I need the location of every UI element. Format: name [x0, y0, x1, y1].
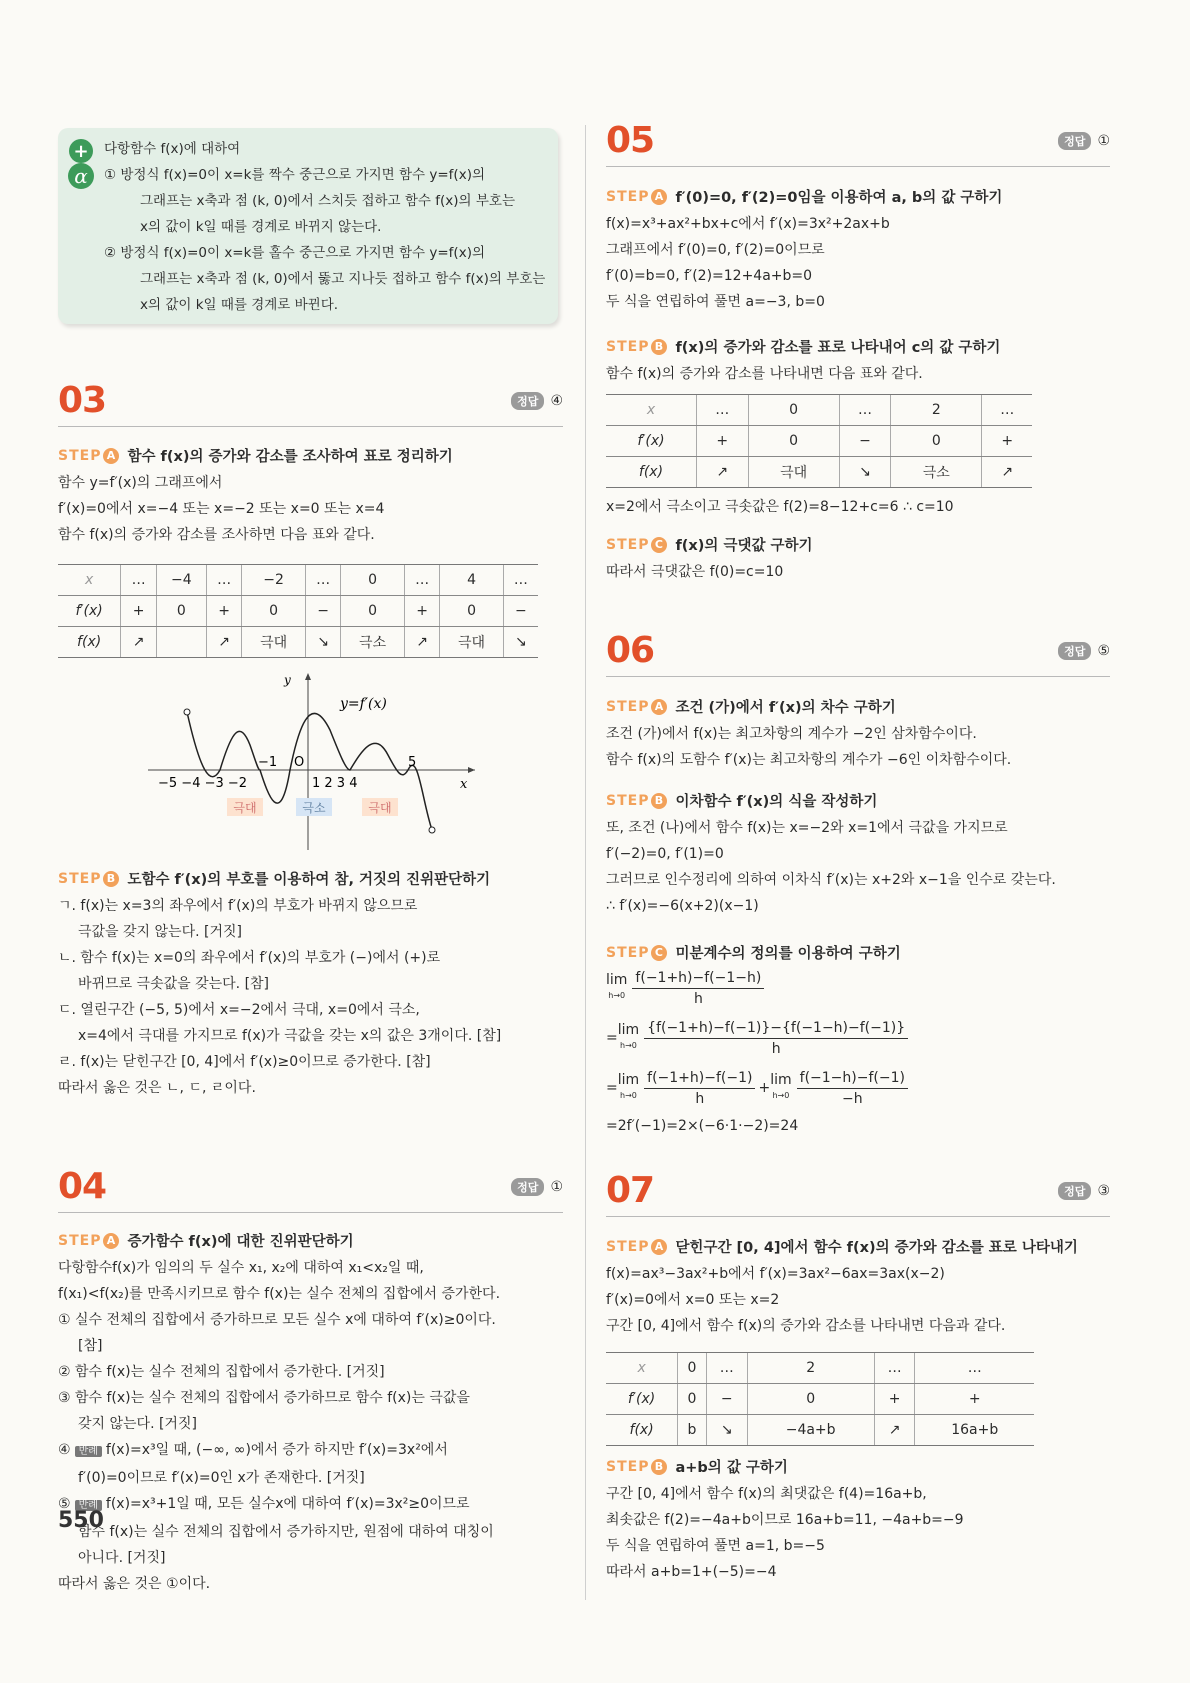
text-line: ② 함수 f(x)는 실수 전체의 집합에서 증가한다. [거짓] — [58, 1364, 385, 1380]
text-line: 두 식을 연립하여 풀면 a=1, b=−5 — [606, 1538, 825, 1554]
text-line: ① 실수 전체의 집합에서 증가하므로 모든 실수 x에 대하여 f′(x)≥0이다. — [58, 1312, 496, 1328]
tip-line: 다항함수 f(x)에 대하여 — [104, 141, 241, 157]
text-line: 함수 f(x)의 증가와 감소를 조사하면 다음 표와 같다. — [58, 527, 375, 543]
table-row: f(x) ↗ 극대 ↘ 극소 ↗ — [606, 457, 1032, 488]
p04-step-a — [58, 1230, 563, 1597]
text-line: 함수 f(x)의 도함수 f′(x)는 최고차항의 계수가 −6인 이차함수이다. — [606, 752, 1012, 768]
p06-step-a — [606, 696, 1110, 773]
step-tag: STEP C — [606, 945, 667, 961]
text-line: ⑤ 반례 f(x)=x³+1일 때, 모든 실수x에 대하여 f′(x)=3x²≥0이므로 — [58, 1496, 470, 1512]
answer — [1058, 642, 1110, 660]
text-line: f′(x)=0에서 x=0 또는 x=2 — [606, 1292, 780, 1308]
text-line: 따라서 옳은 것은 ㄴ, ㄷ, ㄹ이다. — [58, 1080, 256, 1096]
text-line: 구간 [0, 4]에서 함수 f(x)의 최댓값은 f(4)=16a+b, — [606, 1486, 927, 1502]
text-line: 바뀌므로 극솟값을 갖는다. [참] — [78, 976, 270, 992]
table-row: f′(x) 0 − 0 + + — [606, 1384, 1034, 1415]
tick-label-five: 5 — [408, 755, 417, 770]
problem-06-header — [606, 632, 1110, 677]
step-tag: STEP B — [606, 793, 667, 809]
problem-05-header — [606, 122, 1110, 167]
tip-line: x의 값이 k일 때를 경계로 바뀐다. — [140, 297, 339, 313]
p07-sign-table — [606, 1352, 1034, 1446]
table-row: f′(x) + 0 + 0 − 0 + 0 − — [58, 596, 538, 627]
answer — [511, 392, 563, 410]
text-line: 따라서 a+b=1+(−5)=−4 — [606, 1564, 777, 1580]
step-tag: STEP B — [606, 1459, 667, 1475]
marker-max2: 극대 — [368, 801, 392, 815]
text-line: 두 식을 연립하여 풀면 a=−3, b=0 — [606, 294, 825, 310]
text-line: 갖지 않는다. [거짓] — [78, 1416, 197, 1432]
answer-value: ④ — [550, 393, 563, 409]
step-title: 증가함수 f(x)에 대한 진위판단하기 — [127, 1234, 354, 1250]
text-line: 따라서 옳은 것은 ①이다. — [58, 1576, 211, 1592]
text-line: ㄷ. 열린구간 (−5, 5)에서 x=−2에서 극대, x=0에서 극소, — [58, 1002, 420, 1018]
step-title: a+b의 값 구하기 — [675, 1460, 788, 1476]
tick-label-minus-one: −1 — [258, 755, 278, 770]
table-row: f(x) ↗ ↗ 극대 ↘ 극소 ↗ 극대 ↘ — [58, 627, 538, 658]
text-line: [참] — [78, 1338, 103, 1354]
p03-step-a — [58, 445, 563, 548]
problem-number: 07 — [606, 1170, 655, 1211]
tick-labels-left: −5 −4 −3 −2 — [158, 776, 248, 791]
text-line: 함수 f(x)의 증가와 감소를 나타내면 다음 표와 같다. — [606, 366, 923, 382]
answer — [1058, 132, 1110, 150]
step-title: f(x)의 증가와 감소를 표로 나타내어 c의 값 구하기 — [675, 340, 1001, 356]
p03-step-b — [58, 868, 563, 1101]
problem-number: 04 — [58, 1166, 107, 1207]
text-line: 극값을 갖지 않는다. [거짓] — [78, 924, 242, 940]
step-tag: STEP A — [58, 1233, 119, 1249]
text-line: 따라서 극댓값은 f(0)=c=10 — [606, 564, 784, 580]
answer-badge: 정답 — [1058, 132, 1091, 150]
step-title: 조건 (가)에서 f′(x)의 차수 구하기 — [675, 700, 896, 716]
answer-value: ① — [550, 1179, 563, 1195]
answer-badge: 정답 — [511, 1178, 544, 1196]
text-line: f(x)=x³+ax²+bx+c에서 f′(x)=3x²+2ax+b — [606, 216, 890, 232]
p06-step-c — [606, 942, 1110, 1139]
answer-value: ③ — [1097, 1183, 1110, 1199]
text-line: 또, 조건 (나)에서 함수 f(x)는 x=−2와 x=1에서 극값을 가지므로 — [606, 820, 1008, 836]
step-title: f(x)의 극댓값 구하기 — [675, 538, 813, 554]
table-row: x … −4 … −2 … 0 … 4 … — [58, 565, 538, 596]
tip-line: ① 방정식 f(x)=0이 x=k를 짝수 중근으로 가지면 함수 y=f(x)의 — [104, 167, 486, 183]
tip-line: 그래프는 x축과 점 (k, 0)에서 뚫고 지나듯 접하고 함수 f(x)의 부호는 — [140, 271, 546, 287]
text-line: 구간 [0, 4]에서 함수 f(x)의 증가와 감소를 나타내면 다음과 같다. — [606, 1318, 1006, 1334]
step-tag: STEP A — [606, 699, 667, 715]
table-row: x 0 … 2 … … — [606, 1353, 1034, 1384]
step-heading — [58, 445, 563, 466]
text-line: x=2에서 극소이고 극솟값은 f(2)=8−12+c=6 ∴ c=10 — [606, 499, 954, 515]
step-title: 닫힌구간 [0, 4]에서 함수 f(x)의 증가와 감소를 표로 나타내기 — [675, 1240, 1078, 1256]
problem-03-header — [58, 382, 563, 427]
marker-max: 극대 — [233, 801, 257, 815]
step-heading — [606, 696, 1110, 717]
math-line: = lim h→0 $\frac{f(-1+h)-f(-1)}{h}$ + lim h→0 $\frac{f(-1-h)-f(-1)}{-h}$ — [606, 1063, 1110, 1113]
column-divider — [585, 125, 586, 1600]
text-line: f(x)=ax³−3ax²+b에서 f′(x)=3ax²−6ax=3ax(x−2) — [606, 1266, 945, 1282]
text-line: 아니다. [거짓] — [78, 1550, 166, 1566]
text-line: ④ 반례 f(x)=x³일 때, (−∞, ∞)에서 증가 하지만 f′(x)=3x²에서 — [58, 1442, 448, 1458]
p05-sign-table — [606, 394, 1032, 488]
text-line: 조건 (가)에서 f(x)는 최고차항의 계수가 −2인 삼차함수이다. — [606, 726, 977, 742]
tip-line: x의 값이 k일 때를 경계로 바뀌지 않는다. — [140, 219, 382, 235]
text-line: 다항함수f(x)가 임의의 두 실수 x₁, x₂에 대하여 x₁<x₂일 때, — [58, 1260, 424, 1276]
table-row: f(x) b ↘ −4a+b ↗ 16a+b — [606, 1415, 1034, 1446]
step-title: 미분계수의 정의를 이용하여 구하기 — [675, 946, 901, 962]
text-line: ㄴ. 함수 f(x)는 x=0의 좌우에서 f′(x)의 부호가 (−)에서 (+)로 — [58, 950, 441, 966]
x-axis-label: x — [460, 777, 468, 792]
table-row: f′(x) + 0 − 0 + — [606, 426, 1032, 457]
step-heading — [606, 1236, 1110, 1257]
problem-07-header — [606, 1172, 1110, 1217]
text-line: ㄱ. f(x)는 x=3의 좌우에서 f′(x)의 부호가 바뀌지 않으므로 — [58, 898, 418, 914]
step-heading — [58, 868, 563, 889]
table-row: x … 0 … 2 … — [606, 395, 1032, 426]
tip-line: ② 방정식 f(x)=0이 x=k를 홀수 중근으로 가지면 함수 y=f(x)의 — [104, 245, 486, 261]
counterexample-badge: 반례 — [75, 1446, 102, 1457]
origin-label: O — [294, 755, 305, 770]
tick-labels-right: 1 2 3 4 — [312, 776, 358, 791]
answer-badge: 정답 — [1058, 1182, 1091, 1200]
marker-min: 극소 — [302, 801, 326, 815]
derivative-graph — [140, 670, 480, 855]
p06-step-b — [606, 790, 1110, 919]
text-line: ∴ f′(x)=−6(x+2)(x−1) — [606, 898, 759, 914]
problem-number: 05 — [606, 120, 655, 161]
step-heading — [606, 790, 1110, 811]
problem-04-header — [58, 1168, 563, 1213]
answer-badge: 정답 — [511, 392, 544, 410]
answer-badge: 정답 — [1058, 642, 1091, 660]
step-heading — [606, 336, 1110, 357]
text-line: 함수 y=f′(x)의 그래프에서 — [58, 475, 223, 491]
p05-step-a — [606, 186, 1110, 315]
step-tag: STEP A — [58, 448, 119, 464]
math-line: lim h→0 $\frac{f(-1+h)-f(-1-h)}{h}$ — [606, 963, 1110, 1013]
text-line: 그래프에서 f′(0)=0, f′(2)=0이므로 — [606, 242, 825, 258]
p07-step-b — [606, 1456, 1110, 1585]
p05-step-c — [606, 534, 1110, 585]
answer-value: ⑤ — [1097, 643, 1110, 659]
step-title: f′(0)=0, f′(2)=0임을 이용하여 a, b의 값 구하기 — [675, 190, 1003, 206]
y-axis-label: y — [284, 673, 291, 687]
text-line: f′(x)=0에서 x=−4 또는 x=−2 또는 x=0 또는 x=4 — [58, 501, 385, 517]
text-line: ㄹ. f(x)는 닫힌구간 [0, 4]에서 f′(x)≥0이므로 증가한다. [참] — [58, 1054, 431, 1070]
svg-text:α: α — [74, 164, 88, 188]
step-heading — [606, 1456, 1110, 1477]
step-heading — [606, 186, 1110, 207]
step-tag: STEP B — [58, 871, 119, 887]
text-line: f′(0)=0이므로 f′(x)=0인 x가 존재한다. [거짓] — [78, 1470, 365, 1486]
p07-step-a — [606, 1236, 1110, 1339]
step-heading — [606, 942, 1110, 963]
p05-step-b — [606, 336, 1110, 387]
step-tag: STEP C — [606, 537, 667, 553]
text-line: 최솟값은 f(2)=−4a+b이므로 16a+b=11, −4a+b=−9 — [606, 1512, 964, 1528]
step-tag: STEP B — [606, 339, 667, 355]
text-line: x=4에서 극대를 가지므로 f(x)가 극값을 갖는 x의 값은 3개이다. [참] — [78, 1028, 502, 1044]
step-title: 이차함수 f′(x)의 식을 작성하기 — [675, 794, 878, 810]
problem-number: 03 — [58, 380, 107, 421]
curve-label: y=f′(x) — [340, 696, 387, 712]
answer-value: ① — [1097, 133, 1110, 149]
text-line: ③ 함수 f(x)는 실수 전체의 집합에서 증가하므로 함수 f(x)는 극값을 — [58, 1390, 470, 1406]
tip-text — [104, 136, 545, 318]
text-line: f′(0)=b=0, f′(2)=12+4a+b=0 — [606, 268, 813, 284]
p03-sign-table — [58, 564, 538, 658]
counterexample-badge: 반례 — [75, 1500, 102, 1511]
text-line: 그러므로 인수정리에 의하여 이차식 f′(x)는 x+2와 x−1을 인수로 갖는다. — [606, 872, 1056, 888]
problem-number: 06 — [606, 630, 655, 671]
step-tag: STEP A — [606, 1239, 667, 1255]
step-heading — [58, 1230, 563, 1251]
text-line: =2f′(−1)=2×(−6·1·−2)=24 — [606, 1118, 799, 1134]
step-tag: STEP A — [606, 189, 667, 205]
answer — [511, 1178, 563, 1196]
text-line: f(x₁)<f(x₂)를 만족시키므로 함수 f(x)는 실수 전체의 집합에서 증가한다. — [58, 1286, 501, 1302]
tip-line: 그래프는 x축과 점 (k, 0)에서 스치듯 접하고 함수 f(x)의 부호는 — [140, 193, 515, 209]
step-heading — [606, 534, 1110, 555]
answer — [1058, 1182, 1110, 1200]
text-line: 함수 f(x)는 실수 전체의 집합에서 증가하지만, 원점에 대하여 대칭이 — [78, 1524, 494, 1540]
step-title: 함수 f(x)의 증가와 감소를 조사하여 표로 정리하기 — [127, 449, 453, 465]
text-line: f′(−2)=0, f′(1)=0 — [606, 846, 724, 862]
p05-after-table — [606, 494, 1110, 520]
tip-box — [58, 128, 558, 324]
step-title: 도함수 f′(x)의 부호를 이용하여 참, 거짓의 진위판단하기 — [127, 872, 491, 888]
math-line: = lim h→0 $\frac{\{f(-1+h)-f(-1)\}-\{f(-1-h)-f(-1)\}}{h}$ — [606, 1013, 1110, 1063]
svg-text:+: + — [73, 141, 89, 162]
page-number: 550 — [58, 1508, 104, 1533]
plus-alpha-icon — [66, 138, 96, 190]
